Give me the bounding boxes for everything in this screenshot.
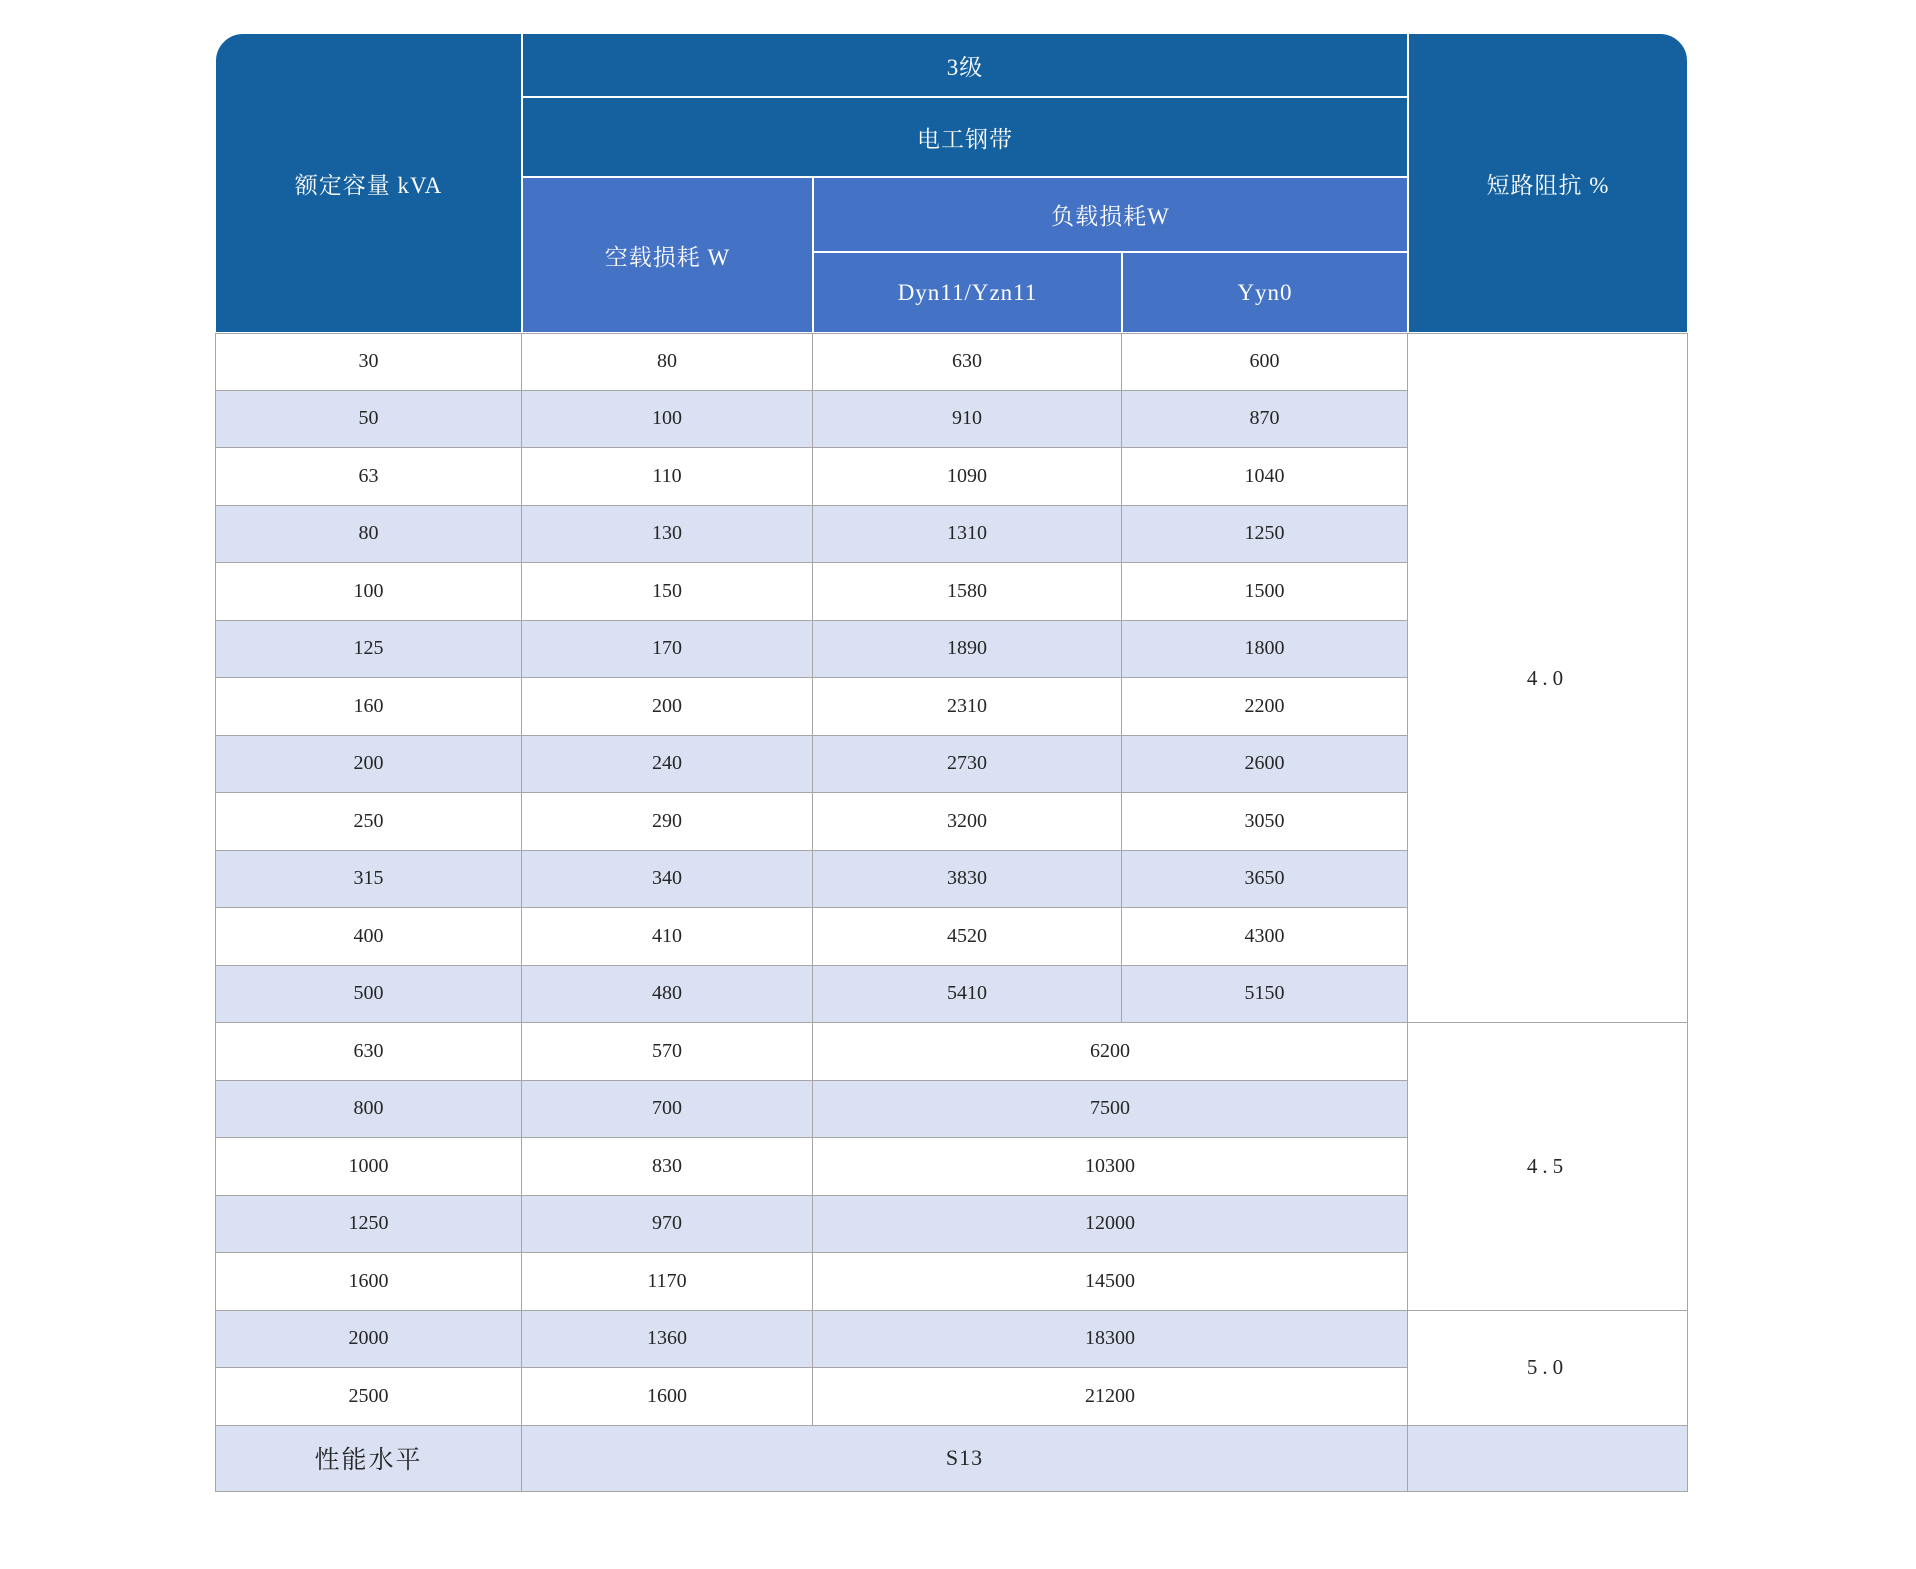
cell-load-loss: 7500 bbox=[813, 1081, 1408, 1139]
header-yyn0: Yyn0 bbox=[1122, 252, 1408, 333]
header-short-circuit-impedance: 短路阻抗 % bbox=[1408, 33, 1688, 333]
cell-no-load-loss: 1360 bbox=[522, 1311, 813, 1369]
header-no-load-loss: 空载损耗 W bbox=[522, 177, 813, 333]
cell-capacity: 2000 bbox=[215, 1311, 522, 1369]
cell-load-loss: 12000 bbox=[813, 1196, 1408, 1254]
cell-load-loss-dyn: 910 bbox=[813, 391, 1122, 449]
loss-parameters-table bbox=[215, 33, 1688, 1492]
cell-no-load-loss: 1600 bbox=[522, 1368, 813, 1426]
cell-no-load-loss: 410 bbox=[522, 908, 813, 966]
cell-no-load-loss: 830 bbox=[522, 1138, 813, 1196]
cell-capacity: 80 bbox=[215, 506, 522, 564]
cell-no-load-loss: 340 bbox=[522, 851, 813, 909]
cell-load-loss-dyn: 2310 bbox=[813, 678, 1122, 736]
cell-load-loss-dyn: 1310 bbox=[813, 506, 1122, 564]
cell-load-loss-yyn: 1040 bbox=[1122, 448, 1408, 506]
cell-load-loss: 14500 bbox=[813, 1253, 1408, 1311]
header-electrical-steel: 电工钢带 bbox=[522, 97, 1408, 177]
cell-load-loss: 18300 bbox=[813, 1311, 1408, 1369]
cell-capacity: 500 bbox=[215, 966, 522, 1024]
cell-load-loss-dyn: 2730 bbox=[813, 736, 1122, 794]
cell-capacity: 1250 bbox=[215, 1196, 522, 1254]
cell-load-loss-dyn: 3830 bbox=[813, 851, 1122, 909]
cell-load-loss-dyn: 1090 bbox=[813, 448, 1122, 506]
cell-load-loss-yyn: 2600 bbox=[1122, 736, 1408, 794]
cell-capacity: 400 bbox=[215, 908, 522, 966]
cell-load-loss-dyn: 3200 bbox=[813, 793, 1122, 851]
footer-performance-value: S13 bbox=[522, 1426, 1408, 1492]
cell-capacity: 63 bbox=[215, 448, 522, 506]
cell-load-loss: 21200 bbox=[813, 1368, 1408, 1426]
cell-capacity: 1000 bbox=[215, 1138, 522, 1196]
cell-capacity: 800 bbox=[215, 1081, 522, 1139]
cell-load-loss-yyn: 3650 bbox=[1122, 851, 1408, 909]
cell-no-load-loss: 970 bbox=[522, 1196, 813, 1254]
cell-no-load-loss: 110 bbox=[522, 448, 813, 506]
cell-load-loss-dyn: 5410 bbox=[813, 966, 1122, 1024]
cell-capacity: 30 bbox=[215, 333, 522, 391]
cell-capacity: 160 bbox=[215, 678, 522, 736]
cell-load-loss-yyn: 1500 bbox=[1122, 563, 1408, 621]
cell-no-load-loss: 290 bbox=[522, 793, 813, 851]
cell-impedance: 5.0 bbox=[1408, 1311, 1688, 1426]
cell-no-load-loss: 150 bbox=[522, 563, 813, 621]
cell-load-loss-yyn: 870 bbox=[1122, 391, 1408, 449]
cell-capacity: 50 bbox=[215, 391, 522, 449]
cell-impedance: 4.0 bbox=[1408, 333, 1688, 1023]
cell-capacity: 315 bbox=[215, 851, 522, 909]
cell-load-loss-dyn: 1890 bbox=[813, 621, 1122, 679]
header-rated-capacity: 额定容量 kVA bbox=[215, 33, 522, 333]
cell-no-load-loss: 1170 bbox=[522, 1253, 813, 1311]
cell-load-loss-dyn: 630 bbox=[813, 333, 1122, 391]
cell-load-loss-dyn: 4520 bbox=[813, 908, 1122, 966]
cell-no-load-loss: 170 bbox=[522, 621, 813, 679]
cell-capacity: 250 bbox=[215, 793, 522, 851]
cell-no-load-loss: 80 bbox=[522, 333, 813, 391]
header-load-loss: 负载损耗W bbox=[813, 177, 1408, 252]
cell-no-load-loss: 100 bbox=[522, 391, 813, 449]
header-grade-3: 3级 bbox=[522, 33, 1408, 97]
cell-load-loss-yyn: 5150 bbox=[1122, 966, 1408, 1024]
cell-load-loss: 6200 bbox=[813, 1023, 1408, 1081]
cell-capacity: 100 bbox=[215, 563, 522, 621]
cell-no-load-loss: 700 bbox=[522, 1081, 813, 1139]
cell-no-load-loss: 480 bbox=[522, 966, 813, 1024]
cell-no-load-loss: 240 bbox=[522, 736, 813, 794]
cell-load-loss-yyn: 600 bbox=[1122, 333, 1408, 391]
cell-no-load-loss: 200 bbox=[522, 678, 813, 736]
cell-load-loss-yyn: 3050 bbox=[1122, 793, 1408, 851]
cell-load-loss-yyn: 1800 bbox=[1122, 621, 1408, 679]
cell-capacity: 1600 bbox=[215, 1253, 522, 1311]
cell-no-load-loss: 130 bbox=[522, 506, 813, 564]
footer-empty-cell bbox=[1408, 1426, 1688, 1492]
cell-capacity: 200 bbox=[215, 736, 522, 794]
cell-load-loss: 10300 bbox=[813, 1138, 1408, 1196]
cell-load-loss-yyn: 1250 bbox=[1122, 506, 1408, 564]
cell-capacity: 125 bbox=[215, 621, 522, 679]
cell-load-loss-dyn: 1580 bbox=[813, 563, 1122, 621]
cell-load-loss-yyn: 2200 bbox=[1122, 678, 1408, 736]
cell-load-loss-yyn: 4300 bbox=[1122, 908, 1408, 966]
cell-capacity: 2500 bbox=[215, 1368, 522, 1426]
cell-capacity: 630 bbox=[215, 1023, 522, 1081]
cell-no-load-loss: 570 bbox=[522, 1023, 813, 1081]
footer-performance-label: 性能水平 bbox=[215, 1426, 522, 1492]
header-dyn11-yzn11: Dyn11/Yzn11 bbox=[813, 252, 1122, 333]
cell-impedance: 4.5 bbox=[1408, 1023, 1688, 1311]
